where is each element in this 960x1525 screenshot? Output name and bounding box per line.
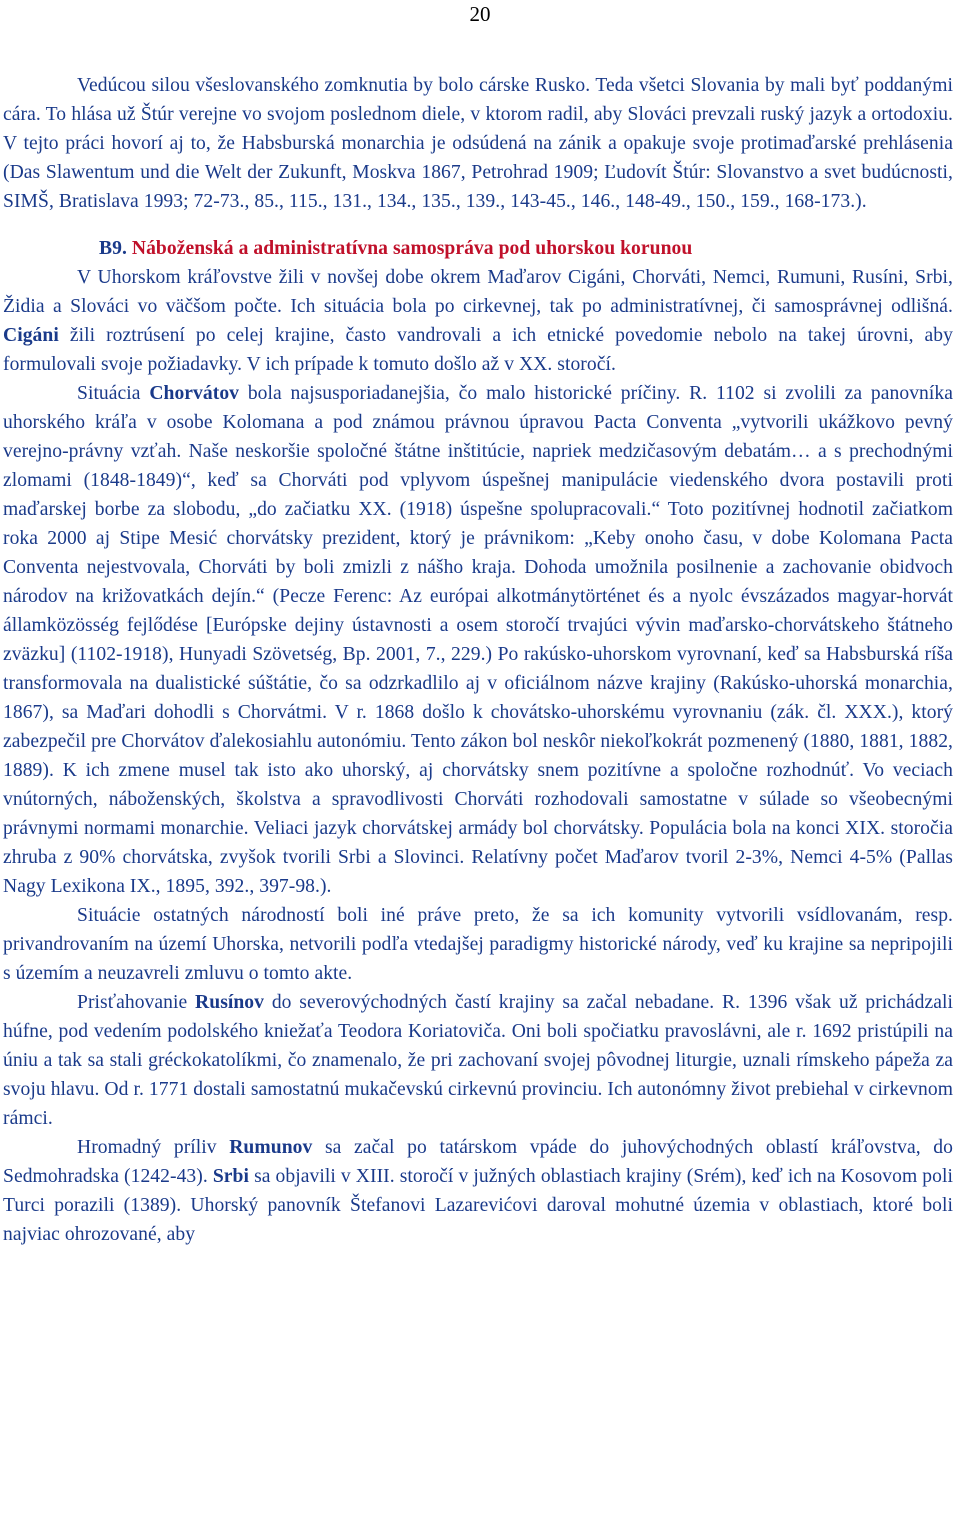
paragraph-croats <box>3 379 953 901</box>
text-run: Situácia <box>77 383 150 404</box>
emphasis-rusinov: Rusínov <box>195 992 265 1013</box>
section-heading <box>3 234 953 263</box>
paragraph-rusyns <box>3 988 953 1133</box>
emphasis-srbi: Srbi <box>212 1166 249 1187</box>
paragraph-romanians-serbs <box>3 1133 953 1249</box>
emphasis-chorvatov: Chorvátov <box>149 383 240 404</box>
document-body <box>3 71 953 1249</box>
paragraph-other-nationalities: Situácie ostatných národností boli iné práve preto, že sa ich komunity vytvorili vsídlovanám, resp. privandrovaním na území Uhorska, netvorili podľa vtedajšej paradigmy historické národy, veď ku krajine sa nepripojili s územím a neuzavreli zmluvu o tomto akte. <box>3 905 953 984</box>
text-run: žili roztrúsení po celej krajine, často vandrovali a ich etnické povedomie nebolo na takej úrovni, aby formulovali svoje požiadavky. V ich prípade k tomuto došlo až v XX. storočí. <box>3 325 953 375</box>
section-title: Náboženská a administratívna samospráva pod uhorskou korunou <box>131 238 693 259</box>
section-number: B9. <box>99 238 127 259</box>
text-run: sa objavili v XIII. storočí v južných oblastiach krajiny (Srém), keď ich na Kosovom poli Turci porazili (1389). Uhorský panovník Štefanovi Lazarevićovi daroval mohutné územia v oblastiach, ktoré boli najviac ohrozované, aby <box>3 1166 953 1245</box>
paragraph-nationalities <box>3 263 953 379</box>
page-number: 20 <box>469 2 491 26</box>
emphasis-cigani: Cigáni <box>3 325 59 346</box>
text-run: Hromadný príliv <box>77 1137 230 1158</box>
emphasis-rumunov: Rumunov <box>229 1137 313 1158</box>
paragraph-panslavism: Vedúcou silou všeslovanského zomknutia by bolo cárske Rusko. Teda všetci Slovania by mali byť poddanými cára. To hlása už Štúr verejne vo svojom poslednom diele, v ktorom radil, aby Slováci prevzali ruský jazyk a ortodoxiu. V tejto práci hovorí aj to, že Habsburská monarchia je odsúdená na zánik a opakuje svoje protimaďarské prehlásenia (Das Slawentum und die Welt der Zukunft, Moskva 1867, Petrohrad 1909; Ľudovít Štúr: Slovanstvo a svet budúcnosti, SIMŠ, Bratislava 1993; 72-73., 85., 115., 131., 134., 135., 139., 143-45., 146., 148-49., 150., 159., 168-173.). <box>3 75 953 212</box>
text-run: bola najsusporiadanejšia, čo malo historické príčiny. R. 1102 si zvolili za panovníka uhorského kráľa v osobe Kolomana a pod známou právnou úpravou Pacta Conventa „vytvorili ukážkovo pevný verejno-právny vzťah. Naše neskoršie spoločné štátne inštitúcie, napriek medzičasovým debatám… a s prechodnými zlomami (1848-1849)“, keď sa Chorváti pod vplyvom úspešnej manipulácie viedenského dvora postavili proti maďarskej borbe za slobodu, „do začiatku XX. (1918) úspešne spolupracovali.“ Toto pozitívnej hodnotil začiatkom roka 2000 aj Stipe Mesić chorvátsky prezident, ktorý je právnikom: „Keby onoho času, v dobe Kolomana Pacta Conventa nejestvovala, Chorváti by boli zmizli z nášho kraja. Dohoda umožnila posilnenie a zachovanie obidvoch národov na križovatkách dejín.“ (Pecze Ferenc: Az európai alkotmánytörténet és a nyolc évszázados magyar-horvát államközösség fejlődése [Európske dejiny ústavnosti a osem storočí trvajúci vývin maďarsko-chorvátskeho štátneho zväzku] (1102-1918), Hunyadi Szövetség, Bp. 2001, 7., 229.) Po rakúsko-uhorskom vyrovnaní, keď sa Habsburská ríša transformovala na dualistické súštátie, čo sa odzrkadlilo aj v oficiálnom názve krajiny (Rakúsko-uhorská monarchia, 1867), sa Maďari dohodli s Chorvátmi. V r. 1868 došlo k chovátsko-uhorskému vyrovnaniu (zák. čl. XXX.), ktorý zabezpečil pre Chorvátov ďalekosiahlu autonómiu. Tento zákon bol neskôr niekoľkokrát pozmenený (1880, 1881, 1882, 1889). K ich zmene musel tak isto ako uhorský, aj chorvátsky snem pozitívne a spoločne rozhodnúť. Vo veciach vnútorných, náboženských, školstva a spravodlivosti Chorváti rozhodovali samostatne v súlade so všeobecnými právnymi normami monarchie. Veliaci jazyk chorvátskej armády bol chorvátsky. Populácia bola na konci XIX. storočia zhruba z 90% chorvátska, zvyšok tvorili Srbi a Slovinci. Relatívny počet Maďarov tvoril 2-3%, Nemci 4-5% (Pallas Nagy Lexikona IX., 1895, 392., 397-98.). <box>3 383 953 897</box>
text-run: V Uhorskom kráľovstve žili v novšej dobe okrem Maďarov Cigáni, Chorváti, Nemci, Rumuni, Rusíni, Srbi, Židia a Slováci vo väčšom počte. Ich situácia bola po cirkevnej, tak po administratívnej, či samosprávnej odlišná. <box>3 267 953 317</box>
text-run: do severovýchodných častí krajiny sa začal nebadane. R. 1396 však už prichádzali húfne, pod vedením podolského kniežaťa Teodora Koriatoviča. Oni boli spočiatku pravoslávni, ale r. 1692 pristúpili na úniu a tak sa stali gréckokatolíkmi, čo znamenalo, že pri zachovaní svojej pôvodnej liturgie, uznali rímskeho pápeža za svoju hlavu. Od r. 1771 dostali samostatnú mukačevskú cirkevnú provinciu. Ich autonómny život prebiehal v cirkevnom rámci. <box>3 992 953 1129</box>
text-run: Prisťahovanie <box>77 992 196 1013</box>
text-run: sa začal po tatárskom vpáde do juhovýchodných oblastí kráľovstva, do Sedmohradska (1242-43). <box>3 1137 953 1187</box>
